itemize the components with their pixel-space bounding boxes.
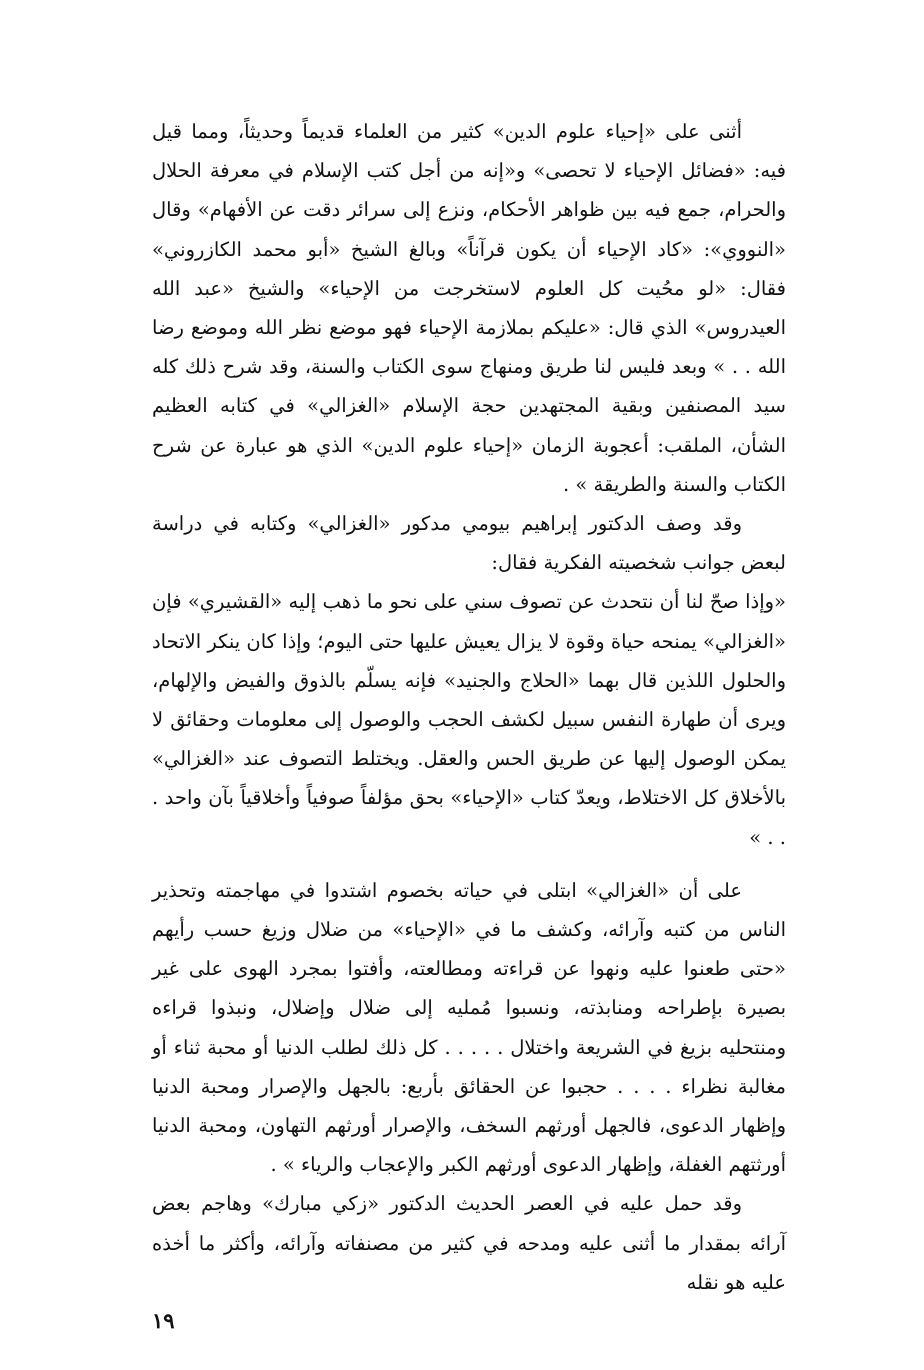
body-text xyxy=(152,112,786,1302)
page-number: ١٩ xyxy=(152,1308,175,1333)
paragraph-madkour-quote: «وإذا صحّ لنا أن نتحدث عن تصوف سني على نحو ما ذهب إليه «القشيري» فإن «الغزالي» يمنحه حياة وقوة لا يزال يعيش عليها حتى اليوم؛ وإذا كان ينكر الاتحاد والحلول اللذين قال بهما «الحلاج والجنيد» فإنه يسلّم بالذوق والفيض والإلهام، ويرى أن طهارة النفس سبيل لكشف الحجب والوصول إلى معلومات وحقائق لا يمكن الوصول إليها عن طريق الحس والعقل. ويختلط التصوف عند «الغزالي» بالأخلاق كل الاختلاط، ويعدّ كتاب «الإحياء» بحق مؤلفاً صوفياً وأخلاقياً بآن واحد . . . » xyxy=(152,590,786,849)
paragraph-zaki-mubarak: وقد حمل عليه في العصر الحديث الدكتور «زكي مبارك» وهاجم بعض آرائه بمقدار ما أثنى عليه ومدحه في كثير من مصنفاته وآرائه، وأكثر ما أخذه عليه هو نقله xyxy=(152,1192,786,1294)
paragraph-opponents: على أن «الغزالي» ابتلى في حياته بخصوم اشتدوا في مهاجمته وتحذير الناس من كتبه وآرائه، وكشف ما في «الإحياء» من ضلال وزيغ حسب رأيهم «حتى طعنوا عليه ونهوا عن قراءته ومطالعته، وأفتوا بمجرد الهوى على غير بصيرة بإطراحه ومنابذته، ونسبوا مُمليه إلى ضلال وإضلال، ونبذوا قراءه ومنتحليه بزيغ في الشريعة واختلال . . . . . كل ذلك لطلب الدنيا أو محبة ثناء أو مغالبة نظراء . . . . حجبوا عن الحقائق بأربع: بالجهل والإصرار ومحبة الدنيا وإظهار الدعوى، فالجهل أورثهم السخف، والإصرار أورثهم التهاون، ومحبة الدنيا أورثتهم الغفلة، وإظهار الدعوى أورثهم الكبر والإعجاب والرياء » . xyxy=(152,878,786,1177)
paragraph-ihya-praise: أثنى على «إحياء علوم الدين» كثير من العلماء قديماً وحديثاً، ومما قيل فيه: «فضائل الإحياء لا تحصى» و«إنه من أجل كتب الإسلام في معرفة الحلال والحرام، جمع فيه بين ظواهر الأحكام، ونزع إلى سرائر دقت عن الأفهام» وقال «النووي»: «كاد الإحياء أن يكون قرآناً» وبالغ الشيخ «أبو محمد الكازروني» فقال: «لو محُيت كل العلوم لاستخرجت من الإحياء» والشيخ «عبد الله العيدروس» الذي قال: «عليكم بملازمة الإحياء فهو موضع نظر الله وموضع رضا الله . . » وبعد فليس لنا طريق ومنهاج سوى الكتاب والسنة، وقد شرح ذلك كله سيد المصنفين وبقية المجتهدين حجة الإسلام «الغزالي» في كتابه العظيم الشأن، الملقب: أعجوبة الزمان «إحياء علوم الدين» الذي هو عبارة عن شرح الكتاب والسنة والطريقة » . xyxy=(152,120,786,496)
paragraph-madkour-intro: وقد وصف الدكتور إبراهيم بيومي مدكور «الغزالي» وكتابه في دراسة لبعض جوانب شخصيته الفكرية فقال: xyxy=(152,512,786,575)
